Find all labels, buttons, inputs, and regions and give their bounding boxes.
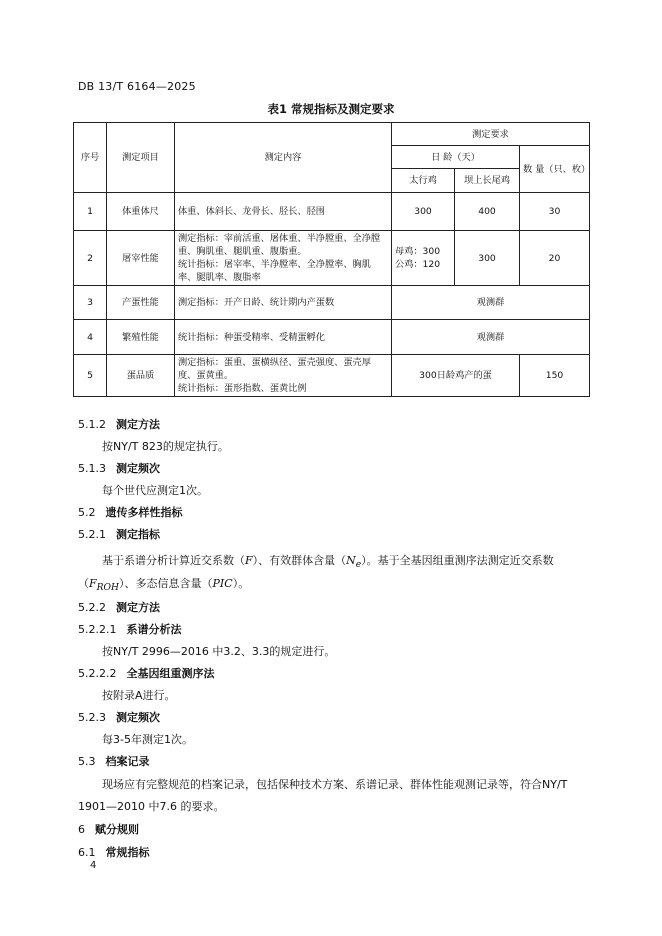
header-age: 日 龄（天） <box>392 146 520 169</box>
heading-5-2-1: 5.2.1 测定指标 <box>78 528 160 541</box>
header-quantity: 数 量（只、枚） <box>520 146 590 193</box>
table-caption: 表1 常规指标及测定要求 <box>267 102 395 116</box>
header-content: 测定内容 <box>175 123 392 193</box>
cell-no: 4 <box>74 320 107 355</box>
header-item: 测定项目 <box>107 123 175 193</box>
cell-content: 测定指标：开产日龄、统计期内产蛋数 <box>175 286 392 320</box>
heading-5-2-2-2: 5.2.2.2 全基因组重测序法 <box>78 667 215 680</box>
cell-bashang: 400 <box>455 193 520 231</box>
cell-item: 产蛋性能 <box>107 286 175 320</box>
table-row <box>74 286 590 320</box>
paragraph: 按附录A进行。 <box>102 689 176 702</box>
cell-content: 体重、体斜长、龙骨长、胫长、胫围 <box>175 193 392 231</box>
document-code: DB 13/T 6164—2025 <box>78 80 196 93</box>
heading-6-1: 6.1 常规指标 <box>78 846 150 859</box>
table-row <box>74 231 590 286</box>
heading-5-2: 5.2 遗传多样性指标 <box>78 506 183 519</box>
indicator-table <box>73 122 590 397</box>
cell-merged: 观测群 <box>392 320 590 355</box>
cell-quantity: 30 <box>520 193 590 231</box>
cell-no: 3 <box>74 286 107 320</box>
table-row <box>74 320 590 355</box>
cell-no: 1 <box>74 193 107 231</box>
header-requirement: 测定要求 <box>392 123 590 146</box>
cell-item: 蛋品质 <box>107 355 175 397</box>
cell-no: 5 <box>74 355 107 397</box>
cell-taihang: 母鸡：300 公鸡：120 <box>392 231 455 286</box>
table-header-row <box>74 123 590 146</box>
paragraph: 每个世代应测定1次。 <box>102 484 208 497</box>
header-no: 序号 <box>74 123 107 193</box>
cell-content: 测定指标：宰前活重、屠体重、半净膛重、全净膛重、胸肌重、腿肌重、腹脂重。 统计指标：屠宰率、半净膛率、全净膛率、胸肌率、腿肌率、腹脂率 <box>175 231 392 286</box>
cell-item: 屠宰性能 <box>107 231 175 286</box>
table-row <box>74 355 590 397</box>
cell-quantity: 20 <box>520 231 590 286</box>
heading-5-1-2: 5.1.2 测定方法 <box>78 418 160 431</box>
cell-taihang: 300 <box>392 193 455 231</box>
heading-5-3: 5.3 档案记录 <box>78 755 150 768</box>
paragraph: 按NY/T 2996—2016 中3.2、3.3的规定进行。 <box>102 645 336 658</box>
paragraph: 基于系谱分析计算近交系数（F）、有效群体含量$(N_e)$。基于全基因组重测序法测定近交系数 <box>102 554 554 571</box>
cell-quantity: 150 <box>520 355 590 397</box>
cell-content: 测定指标：蛋重、蛋横纵径、蛋壳强度、蛋壳厚度、蛋黄重。 统计指标：蛋形指数、蛋黄比例 <box>175 355 392 397</box>
cell-no: 2 <box>74 231 107 286</box>
paragraph-continued: 1901—2010 中7.6 的要求。 <box>78 800 225 813</box>
page-number: 4 <box>90 860 97 871</box>
cell-merged: 观测群 <box>392 286 590 320</box>
header-breed-taihang: 太行鸡 <box>392 169 455 193</box>
table-row <box>74 193 590 231</box>
paragraph: 每3-5年测定1次。 <box>102 733 193 746</box>
cell-item: 体重体尺 <box>107 193 175 231</box>
heading-5-2-2-1: 5.2.2.1 系谱分析法 <box>78 623 182 636</box>
cell-merged: 300日龄鸡产的蛋 <box>392 355 520 397</box>
cell-content: 统计指标：种蛋受精率、受精蛋孵化 <box>175 320 392 355</box>
heading-5-2-2: 5.2.2 测定方法 <box>78 601 160 614</box>
heading-6: 6 赋分规则 <box>78 823 139 836</box>
paragraph-continued: $(F_{ROH})$、多态信息含量（PIC）。 <box>78 577 250 594</box>
paragraph: 现场应有完整规范的档案记录，包括保种技术方案、系谱记录、群体性能观测记录等，符合NY/T <box>102 778 568 791</box>
cell-bashang: 300 <box>455 231 520 286</box>
heading-5-2-3: 5.2.3 测定频次 <box>78 711 160 724</box>
cell-item: 繁殖性能 <box>107 320 175 355</box>
paragraph: 按NY/T 823的规定执行。 <box>102 440 229 453</box>
heading-5-1-3: 5.1.3 测定频次 <box>78 462 160 475</box>
header-breed-bashang: 坝上长尾鸡 <box>455 169 520 193</box>
